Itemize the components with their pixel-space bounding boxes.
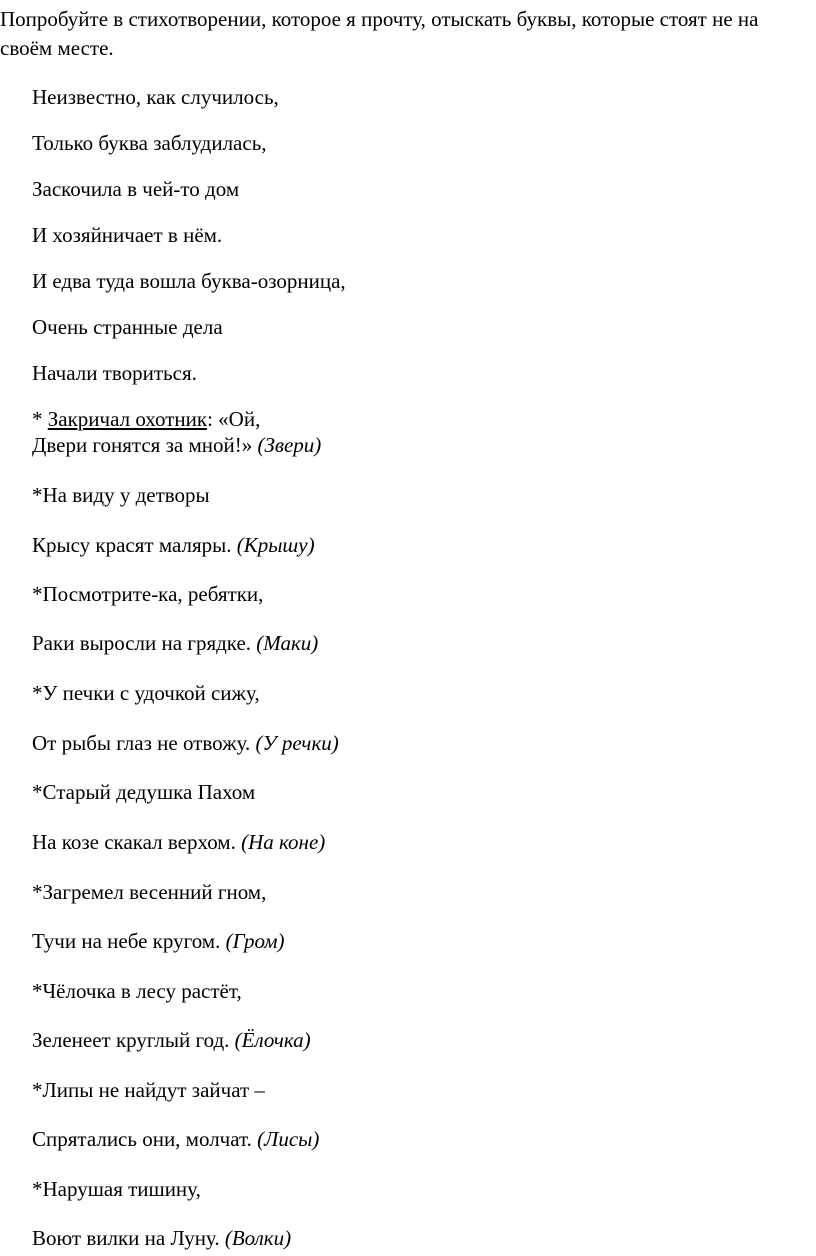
riddle-text: Спрятались они, молчат.	[32, 1127, 258, 1151]
riddle-line	[32, 1225, 291, 1251]
riddle-line: *Старый дедушка Пахом	[32, 780, 256, 804]
riddle-answer: (Волки)	[224, 1226, 292, 1250]
riddle-text: Зеленеет круглый год.	[32, 1028, 235, 1052]
riddle-line	[32, 928, 285, 954]
riddle-line: *Нарушая тишину,	[32, 1177, 201, 1201]
riddle-answer: (Лисы)	[257, 1127, 320, 1151]
riddle-line	[32, 406, 260, 432]
riddle-line: *Липы не найдут зайчат –	[32, 1078, 265, 1102]
riddle-line: *Посмотрите-ка, ребятки,	[32, 582, 264, 606]
poem-line: Заскочила в чей-то дом	[32, 177, 240, 201]
riddle-answer: (Ёлочка)	[234, 1028, 311, 1052]
riddle-line: *У печки с удочкой сижу,	[32, 681, 260, 705]
underlined-phrase: Закричал охотник	[47, 407, 208, 431]
riddle-answer: (Звери)	[257, 433, 322, 457]
intro-paragraph: Попробуйте в стихотворении, которое я прочту, отыскать буквы, которые стоят не на своём месте.	[0, 7, 759, 60]
poem-line: И едва туда вошла буква-озорница,	[32, 269, 346, 293]
poem-line: Начали твориться.	[32, 361, 197, 385]
poem-line: И хозяйничает в нём.	[32, 223, 223, 247]
riddle-line	[32, 730, 339, 756]
riddle-text: Воют вилки на Луну.	[32, 1226, 225, 1250]
poem-line: Неизвестно, как случилось,	[32, 85, 279, 109]
riddle-answer: (На коне)	[241, 830, 326, 854]
riddle-text: От рыбы глаз не отвожу.	[32, 731, 256, 755]
poem-line: Очень странные дела	[32, 315, 223, 339]
riddle-line	[32, 1126, 319, 1152]
riddle-line: *На виду у детворы	[32, 483, 210, 507]
riddle-line: *Загремел весенний гном,	[32, 880, 267, 904]
riddle-text: Раки выросли на грядке.	[32, 631, 257, 655]
riddle-answer: (Маки)	[256, 631, 319, 655]
poem-line: Только буква заблудилась,	[32, 131, 267, 155]
riddle-line-rest: : «Ой,	[207, 407, 261, 431]
riddle-text: Тучи на небе кругом.	[32, 929, 226, 953]
riddle-text: Двери гонятся за мной!»	[32, 433, 258, 457]
riddle-line: *Чёлочка в лесу растёт,	[32, 979, 242, 1003]
riddle-line	[32, 432, 321, 458]
riddle-answer: (Гром)	[225, 929, 285, 953]
riddle-text: Крысу красят маляры.	[32, 533, 237, 557]
riddle-answer: (Крышу)	[236, 533, 315, 557]
riddle-text: На козе скакал верхом.	[32, 830, 242, 854]
riddle-prefix: *	[32, 407, 48, 431]
riddle-answer: (У речки)	[255, 731, 339, 755]
riddle-line	[32, 630, 318, 656]
riddle-line	[32, 1027, 311, 1053]
riddle-line	[32, 829, 325, 855]
riddle-line	[32, 532, 315, 558]
